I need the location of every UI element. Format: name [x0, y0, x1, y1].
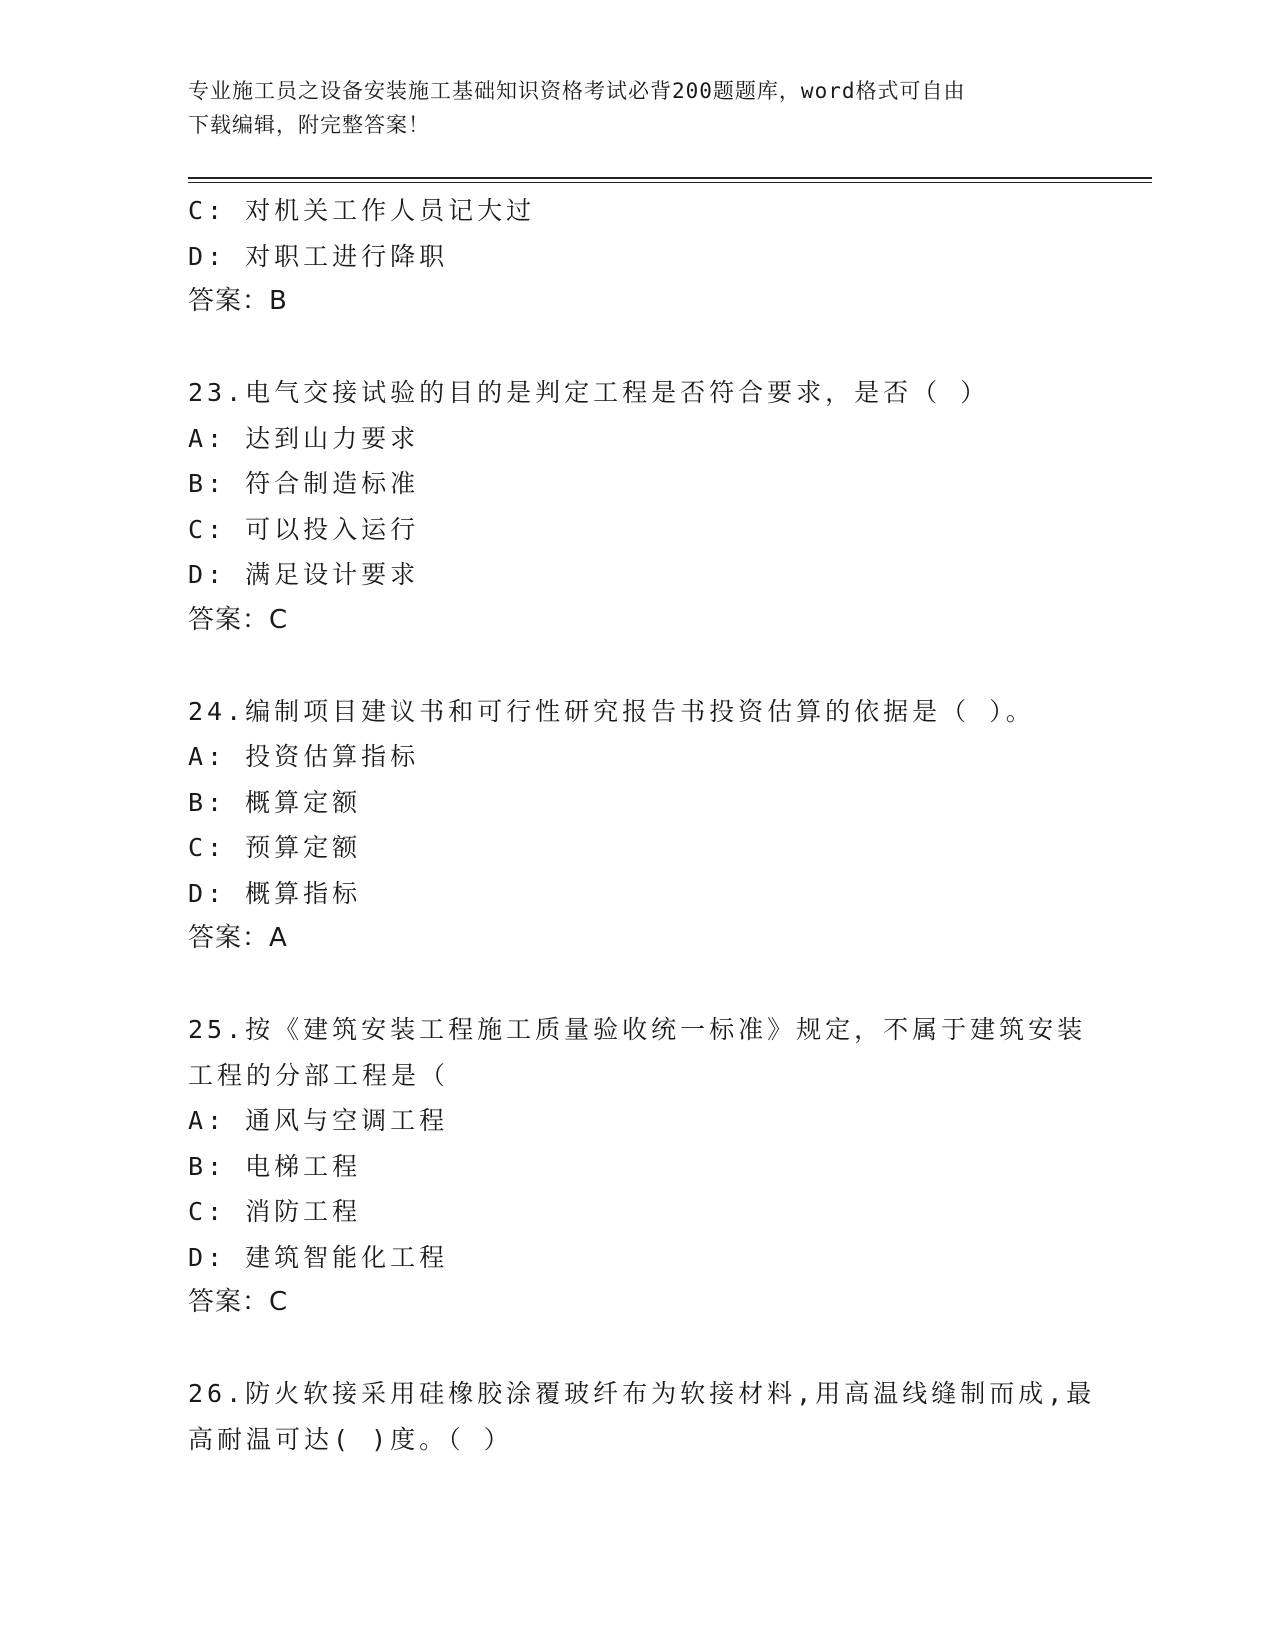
spacer [188, 962, 1148, 1008]
answer: 答案：A [188, 923, 288, 953]
question-26 [188, 1371, 1148, 1462]
option-a: A: 通风与空调工程 [188, 1106, 449, 1135]
question-stem: 24.编制项目建议书和可行性研究报告书投资估算的依据是（ ）。 [188, 696, 1035, 726]
question-stem-line-2: 工程的分部工程是（ [188, 1060, 450, 1090]
question-stem-line-1: 26.防火软接采用硅橡胶涂覆玻纤布为软接材料,用高温线缝制而成,最 [188, 1379, 1096, 1408]
option-d: D: 对职工进行降职 [188, 241, 449, 271]
option-d: D: 建筑智能化工程 [188, 1242, 449, 1272]
option-b: B: 电梯工程 [188, 1151, 362, 1181]
option-c: C: 对机关工作人员记大过 [188, 196, 536, 225]
question-stem-line-1: 25.按《建筑安装工程施工质量验收统一标准》规定，不属于建筑安装 [188, 1015, 1087, 1044]
question-25 [188, 1007, 1148, 1326]
answer: 答案：C [188, 604, 289, 635]
question-22-tail [188, 188, 1148, 325]
answer: 答案：C [188, 1287, 289, 1317]
question-24 [188, 689, 1148, 962]
option-a: A: 投资估算指标 [188, 742, 420, 771]
option-d: D: 概算指标 [188, 878, 362, 908]
option-c: C: 消防工程 [188, 1197, 362, 1226]
question-stem: 23.电气交接试验的目的是判定工程是否符合要求，是否（ ） [188, 378, 990, 407]
option-a: A: 达到山力要求 [188, 423, 420, 453]
option-b: B: 符合制造标准 [188, 469, 420, 498]
option-d: D: 满足设计要求 [188, 560, 420, 589]
option-c: C: 预算定额 [188, 833, 362, 862]
option-b: B: 概算定额 [188, 787, 362, 817]
header-divider [188, 177, 1152, 183]
option-c: C: 可以投入运行 [188, 514, 420, 544]
spacer [188, 1326, 1148, 1372]
spacer [188, 643, 1148, 689]
header-line-1: 专业施工员之设备安装施工基础知识资格考试必背200题题库，word格式可自由 [188, 79, 966, 103]
spacer [188, 325, 1148, 371]
question-stem-line-2: 高耐温可达( )度。（ ） [188, 1424, 513, 1454]
answer: 答案：B [188, 286, 288, 316]
header-line-2: 下载编辑，附完整答案！ [188, 113, 430, 137]
question-list [188, 188, 1148, 1462]
document-header [188, 74, 1088, 142]
question-23 [188, 370, 1148, 643]
